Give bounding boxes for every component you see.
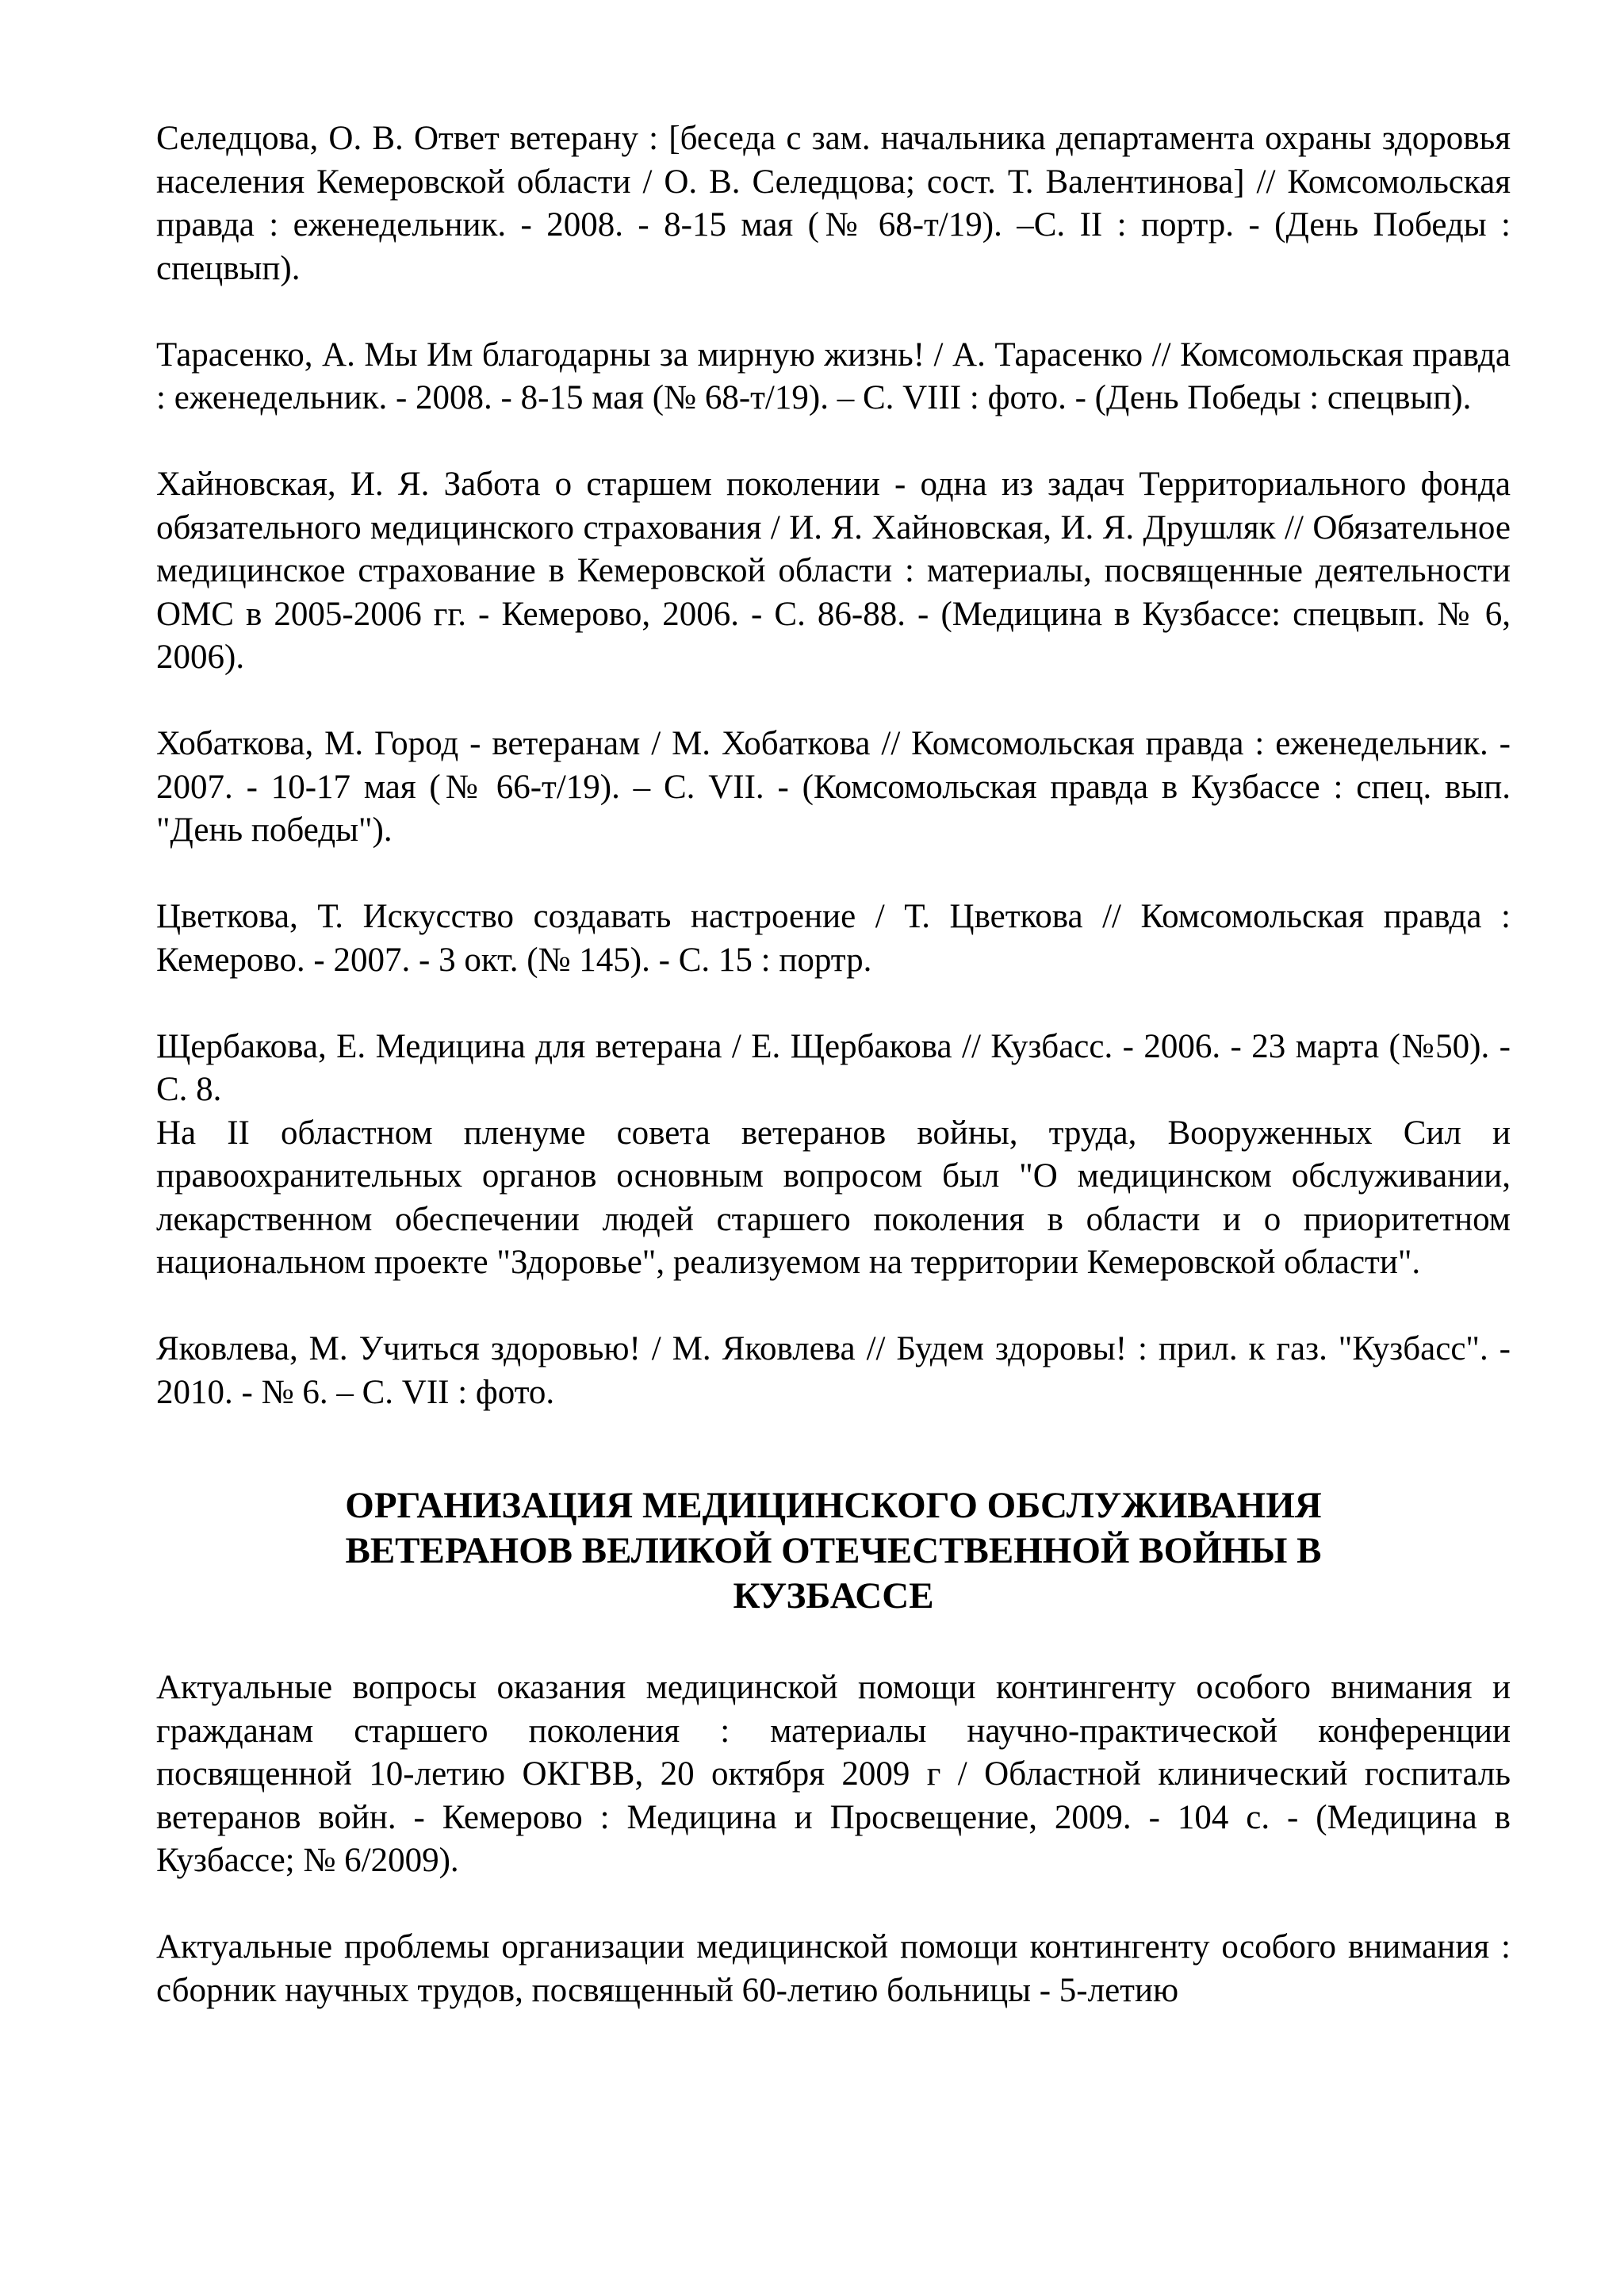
bibliography-entry-tsvetkova: Цветкова, Т. Искусство создавать настроение / Т. Цветкова // Комсомольская правда : Кемерово. - 2007. - 3 окт. (№ 145). - С. 15 : портр.	[156, 898, 1511, 979]
bibliography-entry-tarasenko: Тарасенко, А. Мы Им благодарны за мирную жизнь! / А. Тарасенко // Комсомольская правда : еженедельник. - 2008. - 8-15 мая (№ 68-т/19). – С. VIII : фото. - (День Победы : спецвып).	[156, 336, 1511, 416]
section-heading-line-2: ВЕТЕРАНОВ ВЕЛИКОЙ ОТЕЧЕСТВЕННОЙ ВОЙНЫ В	[345, 1530, 1322, 1571]
page-content	[156, 117, 1511, 2012]
bibliography-entry-yakovleva: Яковлева, М. Учиться здоровью! / М. Яковлева // Будем здоровы! : прил. к газ. "Кузбасс". - 2010. - № 6. – С. VII : фото.	[156, 1330, 1511, 1411]
bibliography-annotation-scherbakova: На II областном пленуме совета ветеранов войны, труда, Вооруженных Сил и правоохранительных органов основным вопросом был "О медицинском обслуживании, лекарственном обеспечении людей старшего поколения в области и о приоритетном национальном проекте "Здоровье", реализуемом на территории Кемеровской области".	[156, 1114, 1511, 1281]
bibliography-entry-khainovskaya: Хайновская, И. Я. Забота о старшем поколении - одна из задач Территориального фонда обязательного медицинского страхования / И. Я. Хайновская, И. Я. Друшляк // Обязательное медицинское страхование в Кемеровской области : материалы, посвященные деятельности ОМС в 2005-2006 гг. - Кемерово, 2006. - С. 86-88. - (Медицина в Кузбассе: спецвып. № 6, 2006).	[156, 466, 1511, 676]
bibliography-entry-aktualnye-voprosy: Актуальные вопросы оказания медицинской помощи контингенту особого внимания и гражданам старшего поколения : материалы научно-практической конференции посвященной 10-летию ОКГВВ, 20 октября 2009 г / Областной клинический госпиталь ветеранов войн. - Кемерово : Медицина и Просвещение, 2009. - 104 с. - (Медицина в Кузбассе; № 6/2009).	[156, 1669, 1511, 1879]
bibliography-entry-aktualnye-problemy: Актуальные проблемы организации медицинской помощи контингенту особого внимания : сборник научных трудов, посвященный 60-летию больницы - 5-летию	[156, 1928, 1511, 2009]
bibliography-entry-seledtsova: Селедцова, О. В. Ответ ветерану : [беседа с зам. начальника департамента охраны здоровья населения Кемеровской области / О. В. Селедцова; сост. Т. Валентинова] // Комсомольская правда : еженедельник. - 2008. - 8-15 мая (№ 68-т/19). –С. II : портр. - (День Победы : спецвып).	[156, 120, 1511, 287]
section-heading-line-1: ОРГАНИЗАЦИЯ МЕДИЦИНСКОГО ОБСЛУЖИВАНИЯ	[345, 1485, 1322, 1526]
section-heading	[156, 1483, 1511, 1619]
bibliography-entry-khobatkova: Хобаткова, М. Город - ветеранам / М. Хобаткова // Комсомольская правда : еженедельник. - 2007. - 10-17 мая (№ 66-т/19). – С. VII. - (Комсомольская правда в Кузбассе : спец. вып. "День победы").	[156, 725, 1511, 849]
bibliography-entry-scherbakova: Щербакова, Е. Медицина для ветерана / Е. Щербакова // Кузбасс. - 2006. - 23 марта (№50). - С. 8.	[156, 1027, 1511, 1108]
section-heading-line-3: КУЗБАССЕ	[733, 1575, 934, 1617]
